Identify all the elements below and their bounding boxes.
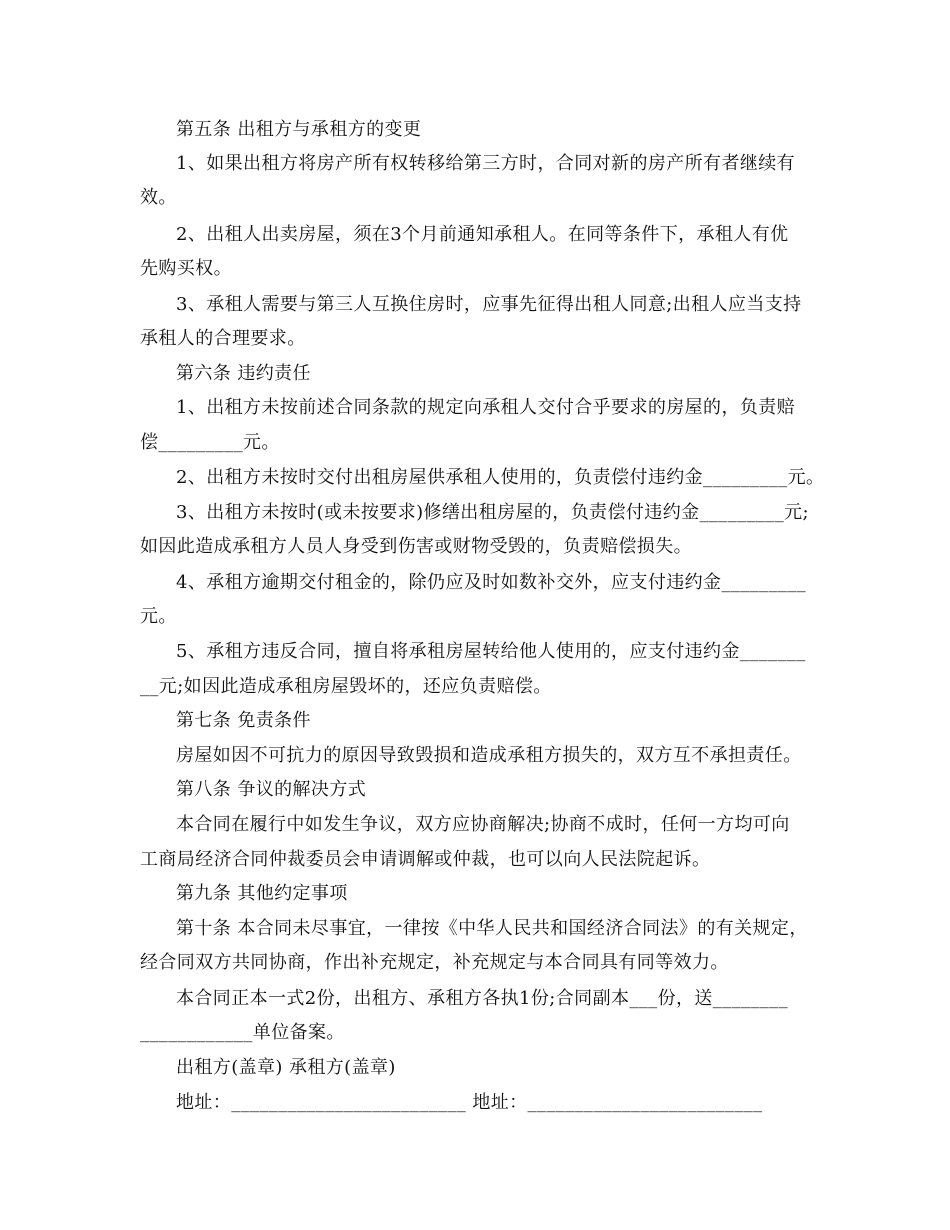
clause-6-item-5: 5、承租方违反合同，擅自将承租房屋转给他人使用的，应支付违约金_______ bbox=[176, 641, 806, 662]
clause-9-heading: 第九条 其他约定事项 bbox=[176, 883, 348, 904]
clause-6-item-4: 4、承租方逾期交付租金的，除仍应及时如数补交外，应支付违约金_________ bbox=[176, 572, 807, 593]
clause-7-body: 房屋如因不可抗力的原因导致毁损和造成承租方损失的，双方互不承担责任。 bbox=[176, 745, 802, 766]
clause-6-item-2: 2、出租方未按时交付出租房屋供承租人使用的，负责偿付违约金_________元。 bbox=[176, 467, 825, 488]
clause-6-item-5-cont: __元;如因此造成承租房屋毁坏的，还应负责赔偿。 bbox=[140, 676, 552, 697]
copies-paragraph: 本合同正本一式2份，出租方、承租方各执1份;合同副本___份，送________ bbox=[176, 988, 788, 1009]
clause-5-item-1-cont: 效。 bbox=[140, 187, 177, 208]
clause-6-item-1-cont: 偿_________元。 bbox=[140, 432, 280, 453]
clause-5-heading: 第五条 出租方与承租方的变更 bbox=[176, 119, 422, 140]
clause-6-item-4-cont: 元。 bbox=[140, 606, 177, 627]
clause-6-item-3-cont: 如因此造成承租方人员人身受到伤害或财物受毁的，负责赔偿损失。 bbox=[140, 536, 692, 557]
address-line: 地址：_________________________ 地址：_________________________ bbox=[176, 1092, 763, 1113]
clause-8-heading: 第八条 争议的解决方式 bbox=[176, 779, 367, 800]
signature-parties: 出租方(盖章) 承租方(盖章) bbox=[176, 1057, 396, 1078]
clause-5-item-2-cont: 先购买权。 bbox=[140, 258, 232, 279]
clause-5-item-2: 2、出租人出卖房屋，须在3个月前通知承租人。在同等条件下，承租人有优 bbox=[176, 224, 789, 245]
clause-7-heading: 第七条 免责条件 bbox=[176, 710, 311, 731]
clause-6-heading: 第六条 违约责任 bbox=[176, 363, 311, 384]
clause-5-item-3: 3、承租人需要与第三人互换住房时，应事先征得出租人同意;出租人应当支持 bbox=[176, 294, 802, 315]
clause-6-item-1: 1、出租方未按前述合同条款的规定向承租人交付合乎要求的房屋的，负责赔 bbox=[176, 397, 796, 418]
clause-10-body-cont: 经合同双方共同协商，作出补充规定，补充规定与本合同具有同等效力。 bbox=[140, 952, 729, 973]
clause-8-body-cont: 工商局经济合同仲裁委员会申请调解或仲裁，也可以向人民法院起诉。 bbox=[140, 849, 711, 870]
clause-8-body: 本合同在履行中如发生争议，双方应协商解决;协商不成时，任何一方均可向 bbox=[176, 814, 790, 835]
clause-5-item-1: 1、如果出租方将房产所有权转移给第三方时，合同对新的房产所有者继续有 bbox=[176, 153, 796, 174]
clause-5-item-3-cont: 承租人的合理要求。 bbox=[140, 328, 306, 349]
clause-10-body: 第十条 本合同未尽事宜，一律按《中华人民共和国经济合同法》的有关规定， bbox=[176, 918, 808, 939]
clause-6-item-3: 3、出租方未按时(或未按要求)修缮出租房屋的，负责偿付违约金_________元; bbox=[176, 502, 809, 523]
copies-paragraph-cont: ____________单位备案。 bbox=[140, 1022, 345, 1043]
